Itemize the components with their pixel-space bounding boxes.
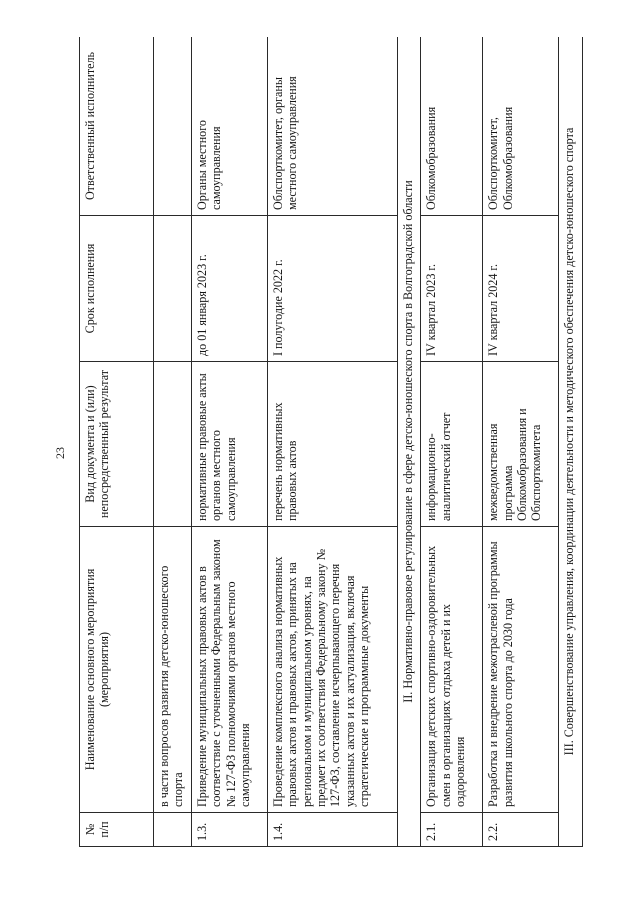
row-responsible: Органы местного самоуправления [191,37,267,216]
row-doc [154,362,192,527]
table-row [191,37,267,847]
section-2-title: II. Нормативно-правовое регулирование в сфере детско-юношеского спорта в Волгоградской области [397,37,420,847]
row-deadline: I полугодие 2022 г. [267,216,397,362]
header-num: № п/п [80,813,154,847]
rotated-table-container [79,37,604,847]
header-deadline: Срок исполнения [80,216,154,362]
row-responsible: Облспорткомитет, Облкомобразования [483,37,559,216]
row-doc: межведомственная программа Облкомобразования и Облспорткомитета [483,362,559,527]
row-deadline [154,216,192,362]
table-row [154,37,192,847]
header-responsible: Ответственный исполнитель [80,37,154,216]
section-heading-row [559,37,582,847]
row-doc: информационно-аналитический отчет [421,362,483,527]
row-name: Организация детских спортивно-оздоровительных смен в организациях отдыха детей и их оздоровления [421,527,483,813]
row-num: 2.1. [421,813,483,847]
row-responsible: Облкомобразования [421,37,483,216]
row-doc: нормативные правовые акты органов местного самоуправления [191,362,267,527]
row-num: 1.3. [191,813,267,847]
row-deadline: IV квартал 2023 г. [421,216,483,362]
row-doc: перечень нормативных правовых актов [267,362,397,527]
row-name: в части вопросов развития детско-юношеского спорта [154,527,192,813]
page-number: 23 [53,447,67,459]
row-name: Проведение комплексного анализа нормативных правовых актов и правовых актов, принятых на региональном и муниципальном уровнях, на предмет их соответствия Федеральному закону № 127-ФЗ, составление исчерпывающего перечня указанных актов и их актуализация, включая стратегические и программные документы [267,527,397,813]
row-deadline: до 01 января 2023 г. [191,216,267,362]
row-num: 1.4. [267,813,397,847]
table-row [267,37,397,847]
row-responsible [154,37,192,216]
section-3-title: III. Совершенствование управления, координации деятельности и методического обеспечения детско-юношеского спорта [559,37,582,847]
section-heading-row [397,37,420,847]
row-num: 2.2. [483,813,559,847]
table-row [483,37,559,847]
table-header-row [80,37,154,847]
header-name: Наименование основного мероприятия (мероприятия) [80,527,154,813]
header-doc: Вид документа и (или) непосредственный результат [80,362,154,527]
action-plan-table [79,37,583,847]
row-responsible: Облспорткомитет, органы местного самоуправления [267,37,397,216]
row-name: Приведение муниципальных правовых актов в соответствие с уточненными Федеральным законом № 127-ФЗ полномочиями органов местного самоуправления [191,527,267,813]
table-row [421,37,483,847]
document-sheet [79,37,604,847]
row-name: Разработка и внедрение межотраслевой программы развития школьного спорта до 2030 года [483,527,559,813]
row-deadline: IV квартал 2024 г. [483,216,559,362]
row-num [154,813,192,847]
